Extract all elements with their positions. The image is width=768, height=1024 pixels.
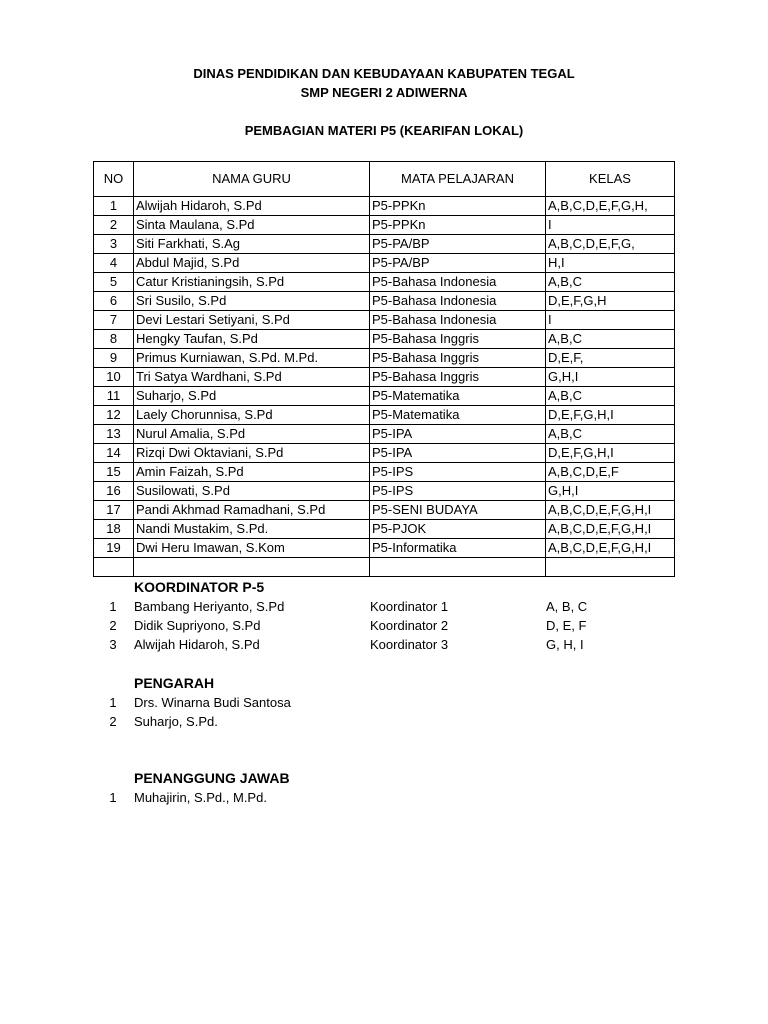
cell-nama-guru: Dwi Heru Imawan, S.Kom bbox=[134, 539, 370, 558]
cell-no: 12 bbox=[94, 406, 134, 425]
cell-nama-guru: Siti Farkhati, S.Ag bbox=[134, 235, 370, 254]
cell-mata-pelajaran: P5-PJOK bbox=[370, 520, 546, 539]
pengarah-list bbox=[93, 693, 713, 731]
cell-mata-pelajaran: P5-Bahasa Inggris bbox=[370, 330, 546, 349]
list-item bbox=[93, 597, 713, 616]
item-number: 1 bbox=[109, 599, 117, 614]
table-row bbox=[94, 501, 675, 520]
item-number: 2 bbox=[109, 618, 117, 633]
table-row bbox=[94, 482, 675, 501]
table-row bbox=[94, 349, 675, 368]
cell-nama-guru bbox=[134, 558, 370, 577]
cell-mata-pelajaran: P5-Bahasa Indonesia bbox=[370, 292, 546, 311]
document-title: PEMBAGIAN MATERI P5 (KEARIFAN LOKAL) bbox=[244, 123, 524, 138]
list-item bbox=[93, 788, 713, 807]
cell-mata-pelajaran: P5-PA/BP bbox=[370, 235, 546, 254]
cell-no: 7 bbox=[94, 311, 134, 330]
class-group: A, B, C bbox=[546, 599, 588, 614]
cell-kelas: D,E,F,G,H,I bbox=[546, 406, 675, 425]
cell-no: 8 bbox=[94, 330, 134, 349]
cell-no bbox=[94, 558, 134, 577]
person-name: Didik Supriyono, S.Pd bbox=[134, 618, 261, 633]
cell-nama-guru: Amin Faizah, S.Pd bbox=[134, 463, 370, 482]
cell-nama-guru: Susilowati, S.Pd bbox=[134, 482, 370, 501]
koordinator-list bbox=[93, 597, 713, 654]
role-label: Koordinator 2 bbox=[370, 618, 449, 633]
cell-mata-pelajaran: P5-PA/BP bbox=[370, 254, 546, 273]
cell-mata-pelajaran: P5-IPA bbox=[370, 444, 546, 463]
list-item bbox=[93, 616, 713, 635]
cell-kelas: H,I bbox=[546, 254, 675, 273]
item-number: 3 bbox=[109, 637, 117, 652]
cell-no: 6 bbox=[94, 292, 134, 311]
cell-nama-guru: Nurul Amalia, S.Pd bbox=[134, 425, 370, 444]
pengarah-section bbox=[93, 674, 713, 731]
cell-nama-guru: Rizqi Dwi Oktaviani, S.Pd bbox=[134, 444, 370, 463]
class-group: G, H, I bbox=[546, 637, 584, 652]
cell-mata-pelajaran: P5-Informatika bbox=[370, 539, 546, 558]
koordinator-title: KOORDINATOR P-5 bbox=[134, 579, 265, 595]
role-label: Koordinator 1 bbox=[370, 599, 449, 614]
table-body bbox=[94, 197, 675, 577]
cell-kelas: A,B,C bbox=[546, 387, 675, 406]
table-row bbox=[94, 463, 675, 482]
cell-kelas: D,E,F,G,H,I bbox=[546, 444, 675, 463]
cell-mata-pelajaran: P5-PPKn bbox=[370, 216, 546, 235]
cell-no: 10 bbox=[94, 368, 134, 387]
person-name: Drs. Winarna Budi Santosa bbox=[134, 695, 291, 710]
cell-kelas: A,B,C,D,E,F,G,H,I bbox=[546, 520, 675, 539]
cell-kelas: A,B,C,D,E,F,G,H,I bbox=[546, 539, 675, 558]
cell-mata-pelajaran: P5-Matematika bbox=[370, 406, 546, 425]
item-number: 1 bbox=[109, 695, 117, 710]
cell-no: 11 bbox=[94, 387, 134, 406]
cell-nama-guru: Primus Kurniawan, S.Pd. M.Pd. bbox=[134, 349, 370, 368]
table-row bbox=[94, 539, 675, 558]
item-number: 1 bbox=[109, 790, 117, 805]
cell-mata-pelajaran: P5-PPKn bbox=[370, 197, 546, 216]
cell-kelas: G,H,I bbox=[546, 368, 675, 387]
agency-title: DINAS PENDIDIKAN DAN KEBUDAYAAN KABUPATEN TEGAL bbox=[193, 66, 575, 81]
cell-no: 19 bbox=[94, 539, 134, 558]
table-row bbox=[94, 387, 675, 406]
table-row bbox=[94, 406, 675, 425]
cell-no: 1 bbox=[94, 197, 134, 216]
cell-no: 14 bbox=[94, 444, 134, 463]
person-name: Muhajirin, S.Pd., M.Pd. bbox=[134, 790, 267, 805]
table-row bbox=[94, 444, 675, 463]
cell-kelas: A,B,C bbox=[546, 425, 675, 444]
table-row bbox=[94, 558, 675, 577]
cell-no: 13 bbox=[94, 425, 134, 444]
cell-nama-guru: Nandi Mustakim, S.Pd. bbox=[134, 520, 370, 539]
table-header-row bbox=[94, 162, 675, 197]
person-name: Suharjo, S.Pd. bbox=[134, 714, 218, 729]
penanggung-jawab-section bbox=[93, 769, 713, 807]
cell-kelas: I bbox=[546, 216, 675, 235]
cell-kelas: A,B,C bbox=[546, 273, 675, 292]
cell-kelas: A,B,C,D,E,F,G,H, bbox=[546, 197, 675, 216]
penanggung-jawab-title: PENANGGUNG JAWAB bbox=[134, 770, 290, 786]
role-label: Koordinator 3 bbox=[370, 637, 449, 652]
person-name: Alwijah Hidaroh, S.Pd bbox=[134, 637, 260, 652]
list-item bbox=[93, 635, 713, 654]
table-row bbox=[94, 311, 675, 330]
cell-no: 9 bbox=[94, 349, 134, 368]
class-group: D, E, F bbox=[546, 618, 587, 633]
table-row bbox=[94, 197, 675, 216]
cell-mata-pelajaran: P5-SENI BUDAYA bbox=[370, 501, 546, 520]
cell-nama-guru: Pandi Akhmad Ramadhani, S.Pd bbox=[134, 501, 370, 520]
cell-kelas: A,B,C,D,E,F,G, bbox=[546, 235, 675, 254]
school-name: SMP NEGERI 2 ADIWERNA bbox=[300, 85, 468, 100]
person-name: Bambang Heriyanto, S.Pd bbox=[134, 599, 285, 614]
cell-kelas: A,B,C,D,E,F bbox=[546, 463, 675, 482]
cell-no: 17 bbox=[94, 501, 134, 520]
column-header-nama-guru: NAMA GURU bbox=[134, 162, 370, 197]
pengarah-title: PENGARAH bbox=[134, 675, 215, 691]
list-item bbox=[93, 712, 713, 731]
cell-nama-guru: Alwijah Hidaroh, S.Pd bbox=[134, 197, 370, 216]
column-header-mata-pelajaran: MATA PELAJARAN bbox=[370, 162, 546, 197]
cell-no: 5 bbox=[94, 273, 134, 292]
table-row bbox=[94, 273, 675, 292]
table-row bbox=[94, 292, 675, 311]
cell-kelas: A,B,C,D,E,F,G,H,I bbox=[546, 501, 675, 520]
cell-kelas: A,B,C bbox=[546, 330, 675, 349]
table-row bbox=[94, 368, 675, 387]
list-item bbox=[93, 693, 713, 712]
item-number: 2 bbox=[109, 714, 117, 729]
cell-no: 18 bbox=[94, 520, 134, 539]
table-row bbox=[94, 425, 675, 444]
column-header-no: NO bbox=[94, 162, 134, 197]
column-header-kelas: KELAS bbox=[546, 162, 675, 197]
cell-nama-guru: Abdul Majid, S.Pd bbox=[134, 254, 370, 273]
cell-mata-pelajaran: P5-Matematika bbox=[370, 387, 546, 406]
cell-mata-pelajaran: P5-IPS bbox=[370, 482, 546, 501]
cell-nama-guru: Catur Kristianingsih, S.Pd bbox=[134, 273, 370, 292]
koordinator-section bbox=[93, 578, 713, 654]
table-row bbox=[94, 520, 675, 539]
assignment-table bbox=[93, 161, 675, 577]
cell-mata-pelajaran: P5-Bahasa Inggris bbox=[370, 368, 546, 387]
cell-kelas: I bbox=[546, 311, 675, 330]
cell-kelas: D,E,F,G,H bbox=[546, 292, 675, 311]
table-row bbox=[94, 235, 675, 254]
cell-kelas bbox=[546, 558, 675, 577]
cell-kelas: G,H,I bbox=[546, 482, 675, 501]
cell-nama-guru: Devi Lestari Setiyani, S.Pd bbox=[134, 311, 370, 330]
cell-mata-pelajaran bbox=[370, 558, 546, 577]
cell-no: 3 bbox=[94, 235, 134, 254]
cell-nama-guru: Suharjo, S.Pd bbox=[134, 387, 370, 406]
cell-no: 2 bbox=[94, 216, 134, 235]
cell-kelas: D,E,F, bbox=[546, 349, 675, 368]
table-row bbox=[94, 330, 675, 349]
cell-no: 16 bbox=[94, 482, 134, 501]
cell-mata-pelajaran: P5-IPS bbox=[370, 463, 546, 482]
table-row bbox=[94, 216, 675, 235]
cell-nama-guru: Hengky Taufan, S.Pd bbox=[134, 330, 370, 349]
table-row bbox=[94, 254, 675, 273]
cell-mata-pelajaran: P5-Bahasa Indonesia bbox=[370, 273, 546, 292]
cell-no: 15 bbox=[94, 463, 134, 482]
cell-no: 4 bbox=[94, 254, 134, 273]
cell-nama-guru: Sinta Maulana, S.Pd bbox=[134, 216, 370, 235]
cell-nama-guru: Sri Susilo, S.Pd bbox=[134, 292, 370, 311]
cell-nama-guru: Laely Chorunnisa, S.Pd bbox=[134, 406, 370, 425]
cell-mata-pelajaran: P5-Bahasa Inggris bbox=[370, 349, 546, 368]
cell-mata-pelajaran: P5-Bahasa Indonesia bbox=[370, 311, 546, 330]
penanggung-jawab-list bbox=[93, 788, 713, 807]
cell-nama-guru: Tri Satya Wardhani, S.Pd bbox=[134, 368, 370, 387]
cell-mata-pelajaran: P5-IPA bbox=[370, 425, 546, 444]
